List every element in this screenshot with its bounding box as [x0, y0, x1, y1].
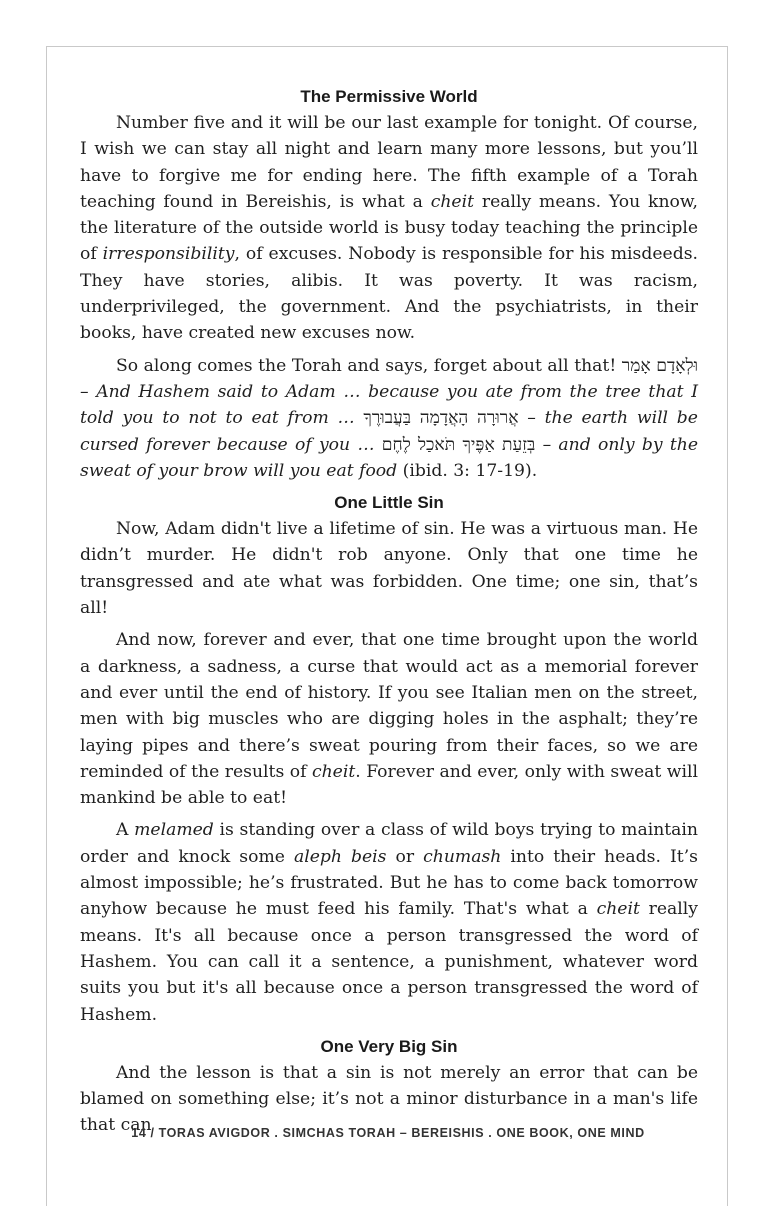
- paragraph: Now, Adam didn't live a lifetime of sin. He was a virtuous man. He didn’t murder. He didn't rob anyone. Only that one time he transgressed and ate what was forbidden. One time; one sin, that’s all!: [80, 519, 698, 619]
- paragraph: So along comes the Torah and says, forget about all that! וּלְאָדָם אָמַר – And Hashem said to Adam … because you ate from the tree that I told you to not to eat from … אֲרוּרָה הָאֲדָמָה בַּעֲבוּרֶךָ – the earth will be cursed forever because of you … בְּזֵעַת אַפֶּיךָ תֹּאכַל לֶחֶם – and only by the sweat of your brow will you eat food (ibid. 3: 17-19).: [80, 355, 698, 481]
- section-heading: One Little Sin: [334, 493, 444, 513]
- emphasis-text: cheit: [311, 761, 356, 782]
- emphasis-text: cheit: [430, 191, 475, 212]
- section-heading: The Permissive World: [300, 87, 478, 106]
- section-heading: One Very Big Sin: [320, 1036, 458, 1056]
- emphasis-text: – And Hashem said to Adam … because you ate from the tree that I told you to not to eat from …: [80, 381, 698, 429]
- hebrew-quote: וּלְאָדָם אָמַר: [621, 355, 698, 376]
- page-content: [80, 84, 698, 1143]
- emphasis-text: – the earth will be cursed forever because of you …: [80, 408, 698, 455]
- paragraph: A melamed is standing over a class of wild boys trying to maintain order and knock some aleph beis or chumash into their heads. It’s almost impossible; he’s frustrated. But he has to come back tomorrow anyhow because he must feed his family. That's what a cheit really means. It's all because once a person transgressed the word of Hashem. You can call it a sentence, a punishment, whatever word suits you but it's all because once a person transgressed the word of Hashem.: [80, 820, 698, 1025]
- emphasis-text: irresponsibility: [102, 244, 235, 265]
- emphasis-text: melamed: [134, 820, 214, 841]
- emphasis-text: – and only by the sweat of your brow will you eat food: [80, 434, 698, 481]
- hebrew-quote: בְּזֵעַת אַפֶּיךָ תֹּאכַל לֶחֶם: [381, 434, 536, 455]
- paragraph: And now, forever and ever, that one time brought upon the world a darkness, a sadness, a curse that would act as a memorial forever and ever until the end of history. If you see Italian men on the street, men with big muscles who are digging holes in the asphalt; they’re laying pipes and there’s sweat pouring from their faces, so we are reminded of the results of cheit. Forever and ever, only with sweat will mankind be able to eat!: [80, 630, 698, 809]
- hebrew-quote: אֲרוּרָה הָאֲדָמָה בַּעֲבוּרֶךָ: [363, 408, 519, 429]
- emphasis-text: cheit: [596, 899, 640, 920]
- emphasis-text: chumash: [423, 846, 502, 867]
- page-footer: 14 / TORAS AVIGDOR . SIMCHAS TORAH – BEREISHIS . ONE BOOK, ONE MIND: [131, 1126, 645, 1140]
- emphasis-text: aleph beis: [293, 846, 387, 867]
- paragraph: Number five and it will be our last example for tonight. Of course, I wish we can stay all night and learn many more lessons, but you’ll have to forgive me for ending here. The fifth example of a Torah teaching found in Bereishis, is what a cheit really means. You know, the literature of the outside world is busy today teaching the principle of irresponsibility, of excuses. Nobody is responsible for his misdeeds. They have stories, alibis. It was poverty. It was racism, underprivileged, the government. And the psychiatrists, in their books, have created new excuses now.: [80, 113, 699, 344]
- paragraph: And the lesson is that a sin is not merely an error that can be blamed on something else; it’s not a minor disturbance in a man's life that can: [80, 1062, 698, 1136]
